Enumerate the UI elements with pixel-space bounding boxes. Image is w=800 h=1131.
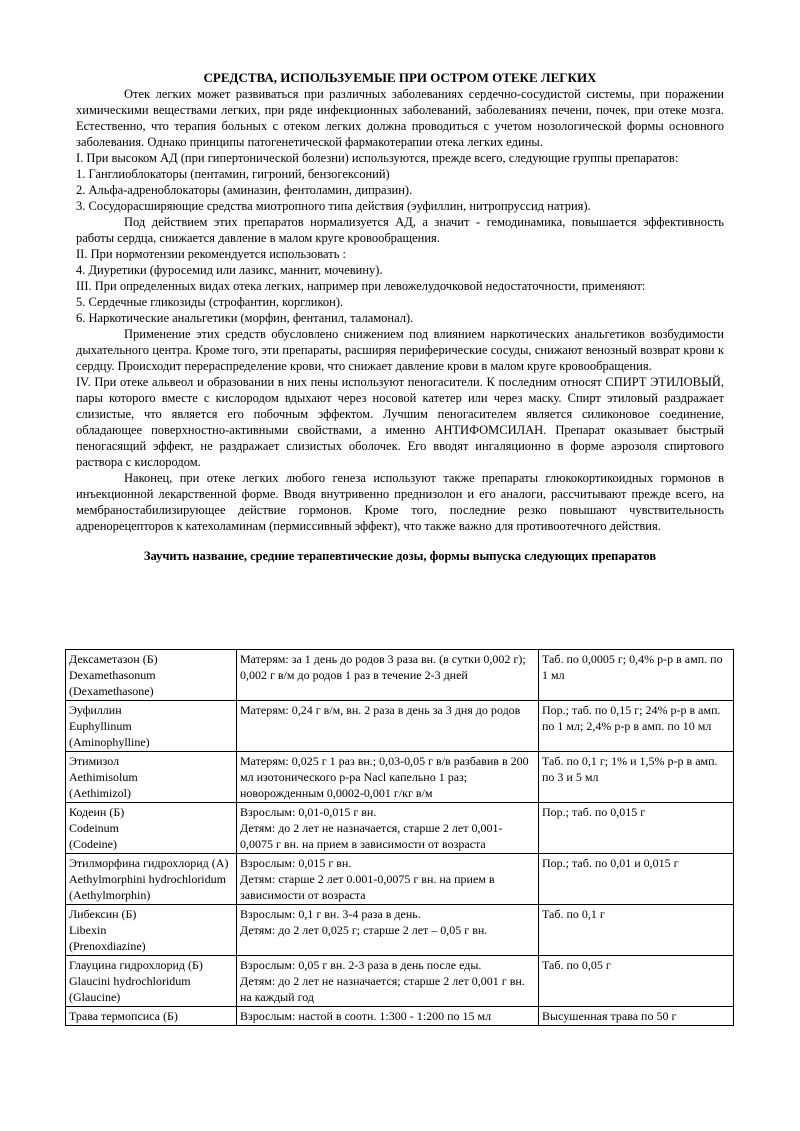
table-row [66, 1007, 734, 1026]
drug-name-cell [66, 650, 237, 701]
drug-name-line: (Aminophylline) [69, 735, 150, 749]
drug-name-line: Эуфиллин [69, 703, 122, 717]
drug-name-line: Aethylmorphini hydrochloridum [69, 872, 226, 886]
drug-name-line: (Dexamethasone) [69, 684, 154, 698]
list-item-1: 1. Ганглиоблокаторы (пентамин, гигроний, бензогексоний) [76, 167, 390, 181]
drug-name-line: Кодеин (Б) [69, 805, 125, 819]
dose-line: Матерям: за 1 день до родов 3 раза вн. (в сутки 0,002 г); 0,002 г в/м до родов 1 раз в течение 2-3 дней [240, 652, 526, 682]
dose-line: Детям: до 2 лет не назначается, старше 2 лет 0,001-0,0075 г вн. на прием в зависимости от возраста [240, 821, 503, 851]
document-title: СРЕДСТВА, ИСПОЛЬЗУЕМЫЕ ПРИ ОСТРОМ ОТЕКЕ ЛЕГКИХ [203, 70, 597, 85]
dose-line: Матерям: 0,24 г в/м, вн. 2 раза в день за 3 дня до родов [240, 703, 521, 717]
dose-line: Взрослым: настой в соотн. 1:300 - 1:200 по 15 мл [240, 1009, 492, 1023]
release-form-cell: Таб. по 0,1 г; 1% и 1,5% р-р в амп. по 3 и 5 мл [539, 752, 734, 803]
drug-name-line: Codeinum [69, 821, 119, 835]
table-row [66, 905, 734, 956]
drug-table [65, 649, 734, 1026]
dose-line: Взрослым: 0,01-0,015 г вн. [240, 805, 377, 819]
dose-line: Матерям: 0,025 г 1 раз вн.; 0,03-0,05 г в/в разбавив в 200 мл изотонического р-ра Nacl капельно 1 раз; новорожденным 0,0002-0,001 г/кг в/м [240, 754, 529, 800]
section-4-paragraph: IV. При отеке альвеол и образовании в них пены используют пеногасители. К последним относят СПИРТ ЭТИЛОВЫЙ, пары которого вместе с кислородом вдыхают через носовой катетер или через маску. Спирт этиловый раздражает слизистые, что является его побочным эффектом. Лучшим пеногасителем является силиконовое соединение, обладающее поверхностно-активными свойствами, а именно АНТИФОМСИЛАН. Препарат оказывает быстрый пеногасящий эффект, не раздражает слизистых оболочек. Его вводят ингаляционно в форме аэрозоля спиртового раствора с кислородом. [76, 375, 724, 469]
intro-paragraph: Отек легких может развиваться при различных заболеваниях сердечно-сосудистой системы, при поражении химическими веществами легких, при ряде инфекционных заболеваний, заболеваниях печени, почек, при отеке мозга. Естественно, что терапия больных с отеком легких должна проводиться с учетом нозологической формы основного заболевания. Однако принципы патогенетической фармакотерапии отека легких едины. [76, 87, 724, 149]
drug-table-body [66, 650, 734, 1026]
list-item-6: 6. Наркотические анальгетики (морфин, фентанил, таламонал). [76, 311, 414, 325]
release-form-cell: Таб. по 0,05 г [539, 956, 734, 1007]
drug-name-line: (Glaucine) [69, 990, 121, 1004]
drug-name-line: Дексаметазон (Б) [69, 652, 158, 666]
drug-name-cell [66, 854, 237, 905]
drug-name-line: Glaucini hydrochloridum [69, 974, 191, 988]
table-row [66, 752, 734, 803]
section-3-heading: III. При определенных видах отека легких, например при левожелудочковой недостаточности, применяют: [76, 279, 646, 293]
dose-line: Взрослым: 0,1 г вн. 3-4 раза в день. [240, 907, 421, 921]
drug-name-line: Трава термопсиса (Б) [69, 1009, 178, 1023]
drug-name-line: Dexamethasonum [69, 668, 156, 682]
drug-name-line: Либексин (Б) [69, 907, 137, 921]
dose-cell [237, 956, 539, 1007]
table-row [66, 701, 734, 752]
drug-name-line: (Prenoxdiazine) [69, 939, 146, 953]
dose-cell [237, 701, 539, 752]
drug-name-line: Euphyllinum [69, 719, 132, 733]
drug-name-line: (Codeine) [69, 837, 117, 851]
drug-name-cell [66, 1007, 237, 1026]
drug-name-line: (Aethimizol) [69, 786, 131, 800]
list-item-4: 4. Диуретики (фуросемид или лазикс, маннит, мочевину). [76, 263, 383, 277]
dose-line: Взрослым: 0,05 г вн. 2-3 раза в день после еды. [240, 958, 482, 972]
dose-cell [237, 752, 539, 803]
list-item-5: 5. Сердечные гликозиды (строфантин, коргликон). [76, 295, 344, 309]
drug-name-cell [66, 956, 237, 1007]
dose-cell [237, 905, 539, 956]
drug-name-cell [66, 905, 237, 956]
table-row [66, 650, 734, 701]
dose-line: Взрослым: 0,015 г вн. [240, 856, 352, 870]
dose-cell [237, 854, 539, 905]
release-form-cell: Таб. по 0,0005 г; 0,4% р-р в амп. по 1 мл [539, 650, 734, 701]
release-form-cell: Пор.; таб. по 0,015 г [539, 803, 734, 854]
table-row [66, 854, 734, 905]
release-form-cell: Таб. по 0,1 г [539, 905, 734, 956]
dose-cell [237, 1007, 539, 1026]
table-row [66, 803, 734, 854]
table-heading: Заучить название, средние терапевтические дозы, формы выпуска следующих препаратов [143, 549, 657, 563]
dose-line: Детям: до 2 лет 0,025 г; старше 2 лет – 0,05 г вн. [240, 923, 488, 937]
analgesics-paragraph: Применение этих средств обусловлено снижением под влиянием наркотических анальгетиков возбудимости дыхательного центра. Кроме того, эти препараты, расширяя периферические сосуды, снижают венозный возврат крови к сердцу. Происходит перераспределение крови, что снижает давление крови в малом круге кровообращения. [76, 327, 724, 373]
release-form-cell: Пор.; таб. по 0,15 г; 24% р-р в амп. по 1 мл; 2,4% р-р в амп. по 10 мл [539, 701, 734, 752]
drug-name-cell [66, 701, 237, 752]
dose-line: Детям: старше 2 лет 0.001-0,0075 г вн. на прием в зависимости от возраста [240, 872, 495, 902]
final-paragraph: Наконец, при отеке легких любого генеза используют также препараты глюкокортикоидных гормонов в инъекционной лекарственной форме. Вводя внутривенно преднизолон и его аналоги, рассчитывают прежде всего, на мембраностабилизирующее действие гормонов. Кроме того, последние резко повышают чувствительность адренорецепторов к катехоламинам (пермиссивный эффект), что также важно для противоотечного действия. [76, 471, 724, 533]
drug-name-line: Этилморфина гидрохлорид (А) [69, 856, 229, 870]
effect-paragraph: Под действием этих препаратов нормализуется АД, а значит - гемодинамика, повышается эффективность работы сердца, снижается давление в малом круге кровообращения. [76, 215, 724, 245]
drug-name-line: Libexin [69, 923, 107, 937]
list-item-2: 2. Альфа-адреноблокаторы (аминазин, фентоламин, дипразин). [76, 183, 413, 197]
dose-line: Детям: до 2 лет не назначается; старше 2 лет 0,001 г вн. на каждый год [240, 974, 525, 1004]
drug-name-line: Этимизол [69, 754, 120, 768]
section-2-heading: II. При нормотензии рекомендуется использовать : [76, 247, 347, 261]
section-1-heading: I. При высоком АД (при гипертонической болезни) используются, прежде всего, следующие группы препаратов: [76, 151, 679, 165]
drug-name-line: Aethimisolum [69, 770, 138, 784]
drug-name-cell [66, 752, 237, 803]
drug-name-cell [66, 803, 237, 854]
release-form-cell: Высушенная трава по 50 г [539, 1007, 734, 1026]
table-row [66, 956, 734, 1007]
dose-cell [237, 803, 539, 854]
list-item-3: 3. Сосудорасширяющие средства миотропного типа действия (эуфиллин, нитропруссид натрия). [76, 199, 591, 213]
release-form-cell: Пор.; таб. по 0,01 и 0,015 г [539, 854, 734, 905]
dose-cell [237, 650, 539, 701]
drug-name-line: (Aethylmorphin) [69, 888, 151, 902]
drug-name-line: Глауцина гидрохлорид (Б) [69, 958, 203, 972]
document-body [76, 70, 724, 564]
